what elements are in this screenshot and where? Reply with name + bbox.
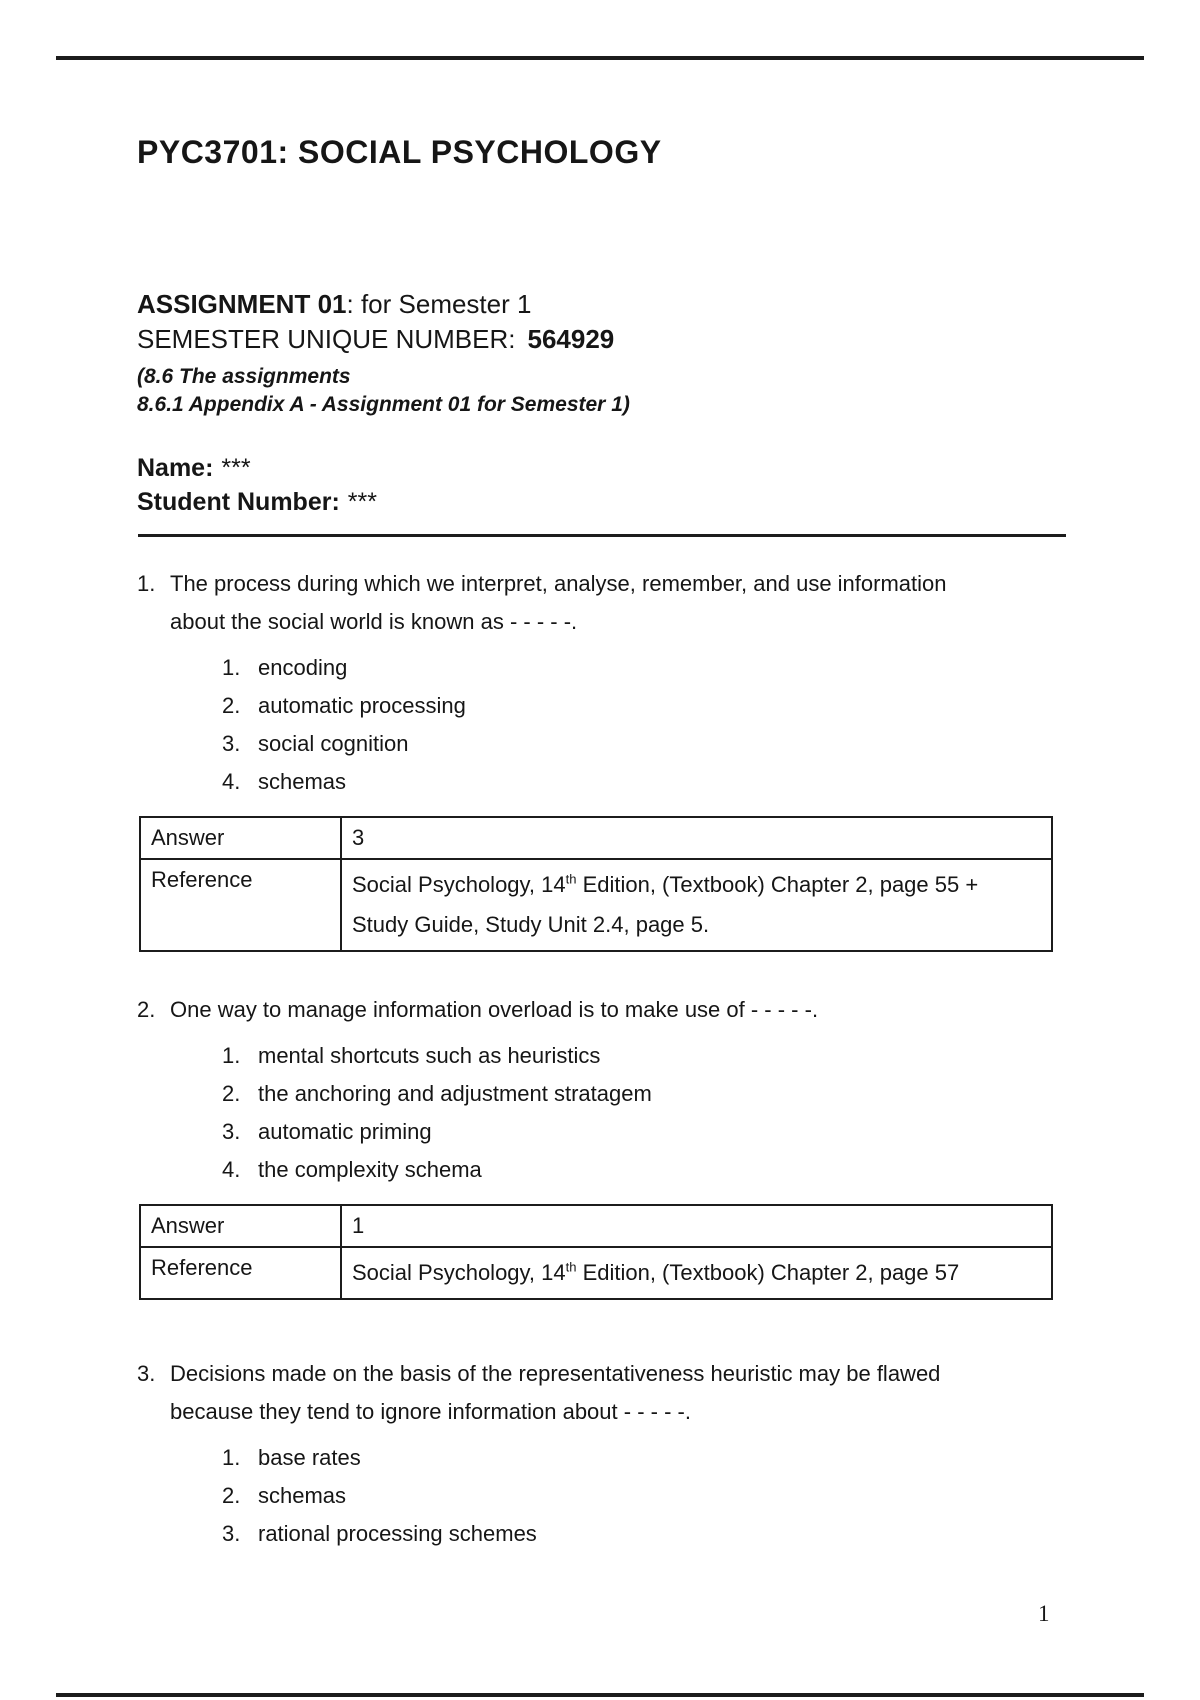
question-3-text: Decisions made on the basis of the representativeness heuristic may be flawed because they tend to ignore information about - - - - -. [170,1361,941,1424]
question-3 [137,1355,1067,1553]
ordinal-superscript: th [565,871,577,887]
name-label: Name: [137,454,214,482]
reference-value-cell [341,859,1052,951]
semester-unique-line [137,322,1067,357]
appendix-line-2: 8.6.1 Appendix A - Assignment 01 for Semester 1) [137,393,630,416]
option: automatic processing [258,693,466,718]
bottom-rule [56,1693,1144,1697]
option: mental shortcuts such as heuristics [258,1043,601,1068]
question-2-options [222,1037,1067,1189]
question-3-options [222,1439,1067,1553]
answer-row [140,1205,1052,1247]
option: schemas [258,1483,347,1508]
option: schemas [258,769,347,794]
question-2-number: 2. [137,997,156,1022]
reference-value-cell [341,1247,1052,1299]
assignment-header [137,287,1067,357]
option: social cognition [258,731,409,756]
answer-value-cell: 1 [341,1205,1052,1247]
page-content [137,0,1067,1553]
option: rational processing schemes [258,1521,537,1546]
semester-unique-label: SEMESTER UNIQUE NUMBER: [137,324,516,354]
section-divider [138,534,1066,537]
student-number-label: Student Number: [137,488,340,516]
answer-label-cell: Answer [140,1205,341,1247]
reference-label-cell: Reference [140,1247,341,1299]
student-number-value: *** [347,488,377,516]
question-2 [137,991,1067,1189]
semester-unique-number: 564929 [527,324,615,354]
question-3-number: 3. [137,1361,156,1386]
reference-line-1: Social Psychology, 14th Edition, (Textbook) Chapter 2, page 55 + [352,871,979,897]
reference-label-cell: Reference [140,859,341,951]
name-line [137,451,1067,485]
student-number-line [137,485,1067,519]
question-1-number: 1. [137,571,156,596]
student-details [137,451,1067,519]
question-1 [137,565,1067,801]
answer-row [140,817,1052,859]
reference-line-1: Social Psychology, 14th Edition, (Textbook) Chapter 2, page 57 [352,1259,960,1285]
option: the anchoring and adjustment stratagem [258,1081,652,1106]
option: base rates [258,1445,361,1470]
assignment-title-line [137,287,1067,322]
option: encoding [258,655,348,680]
course-title: PYC3701: SOCIAL PSYCHOLOGY [137,134,662,170]
question-2-text: One way to manage information overload is to make use of - - - - -. [170,997,819,1022]
appendix-line-1: (8.6 The assignments [137,365,351,388]
ordinal-superscript: th [565,1259,577,1275]
option: the complexity schema [258,1157,482,1182]
appendix-reference [137,363,1067,419]
answer-table-2 [139,1204,1053,1300]
question-1-options [222,649,1067,801]
option: automatic priming [258,1119,432,1144]
answer-label-cell: Answer [140,817,341,859]
assignment-title-rest: : for Semester 1 [346,289,532,319]
answer-table-1 [139,816,1053,952]
assignment-title-bold: ASSIGNMENT 01 [137,289,347,319]
reference-row [140,1247,1052,1299]
answer-value-cell: 3 [341,817,1052,859]
question-1-text: The process during which we interpret, analyse, remember, and use information about the social world is known as - - - - -. [170,571,947,634]
page-number: 1 [1038,1601,1050,1626]
name-value: *** [221,454,251,482]
reference-row [140,859,1052,951]
reference-line-2: Study Guide, Study Unit 2.4, page 5. [352,912,710,937]
